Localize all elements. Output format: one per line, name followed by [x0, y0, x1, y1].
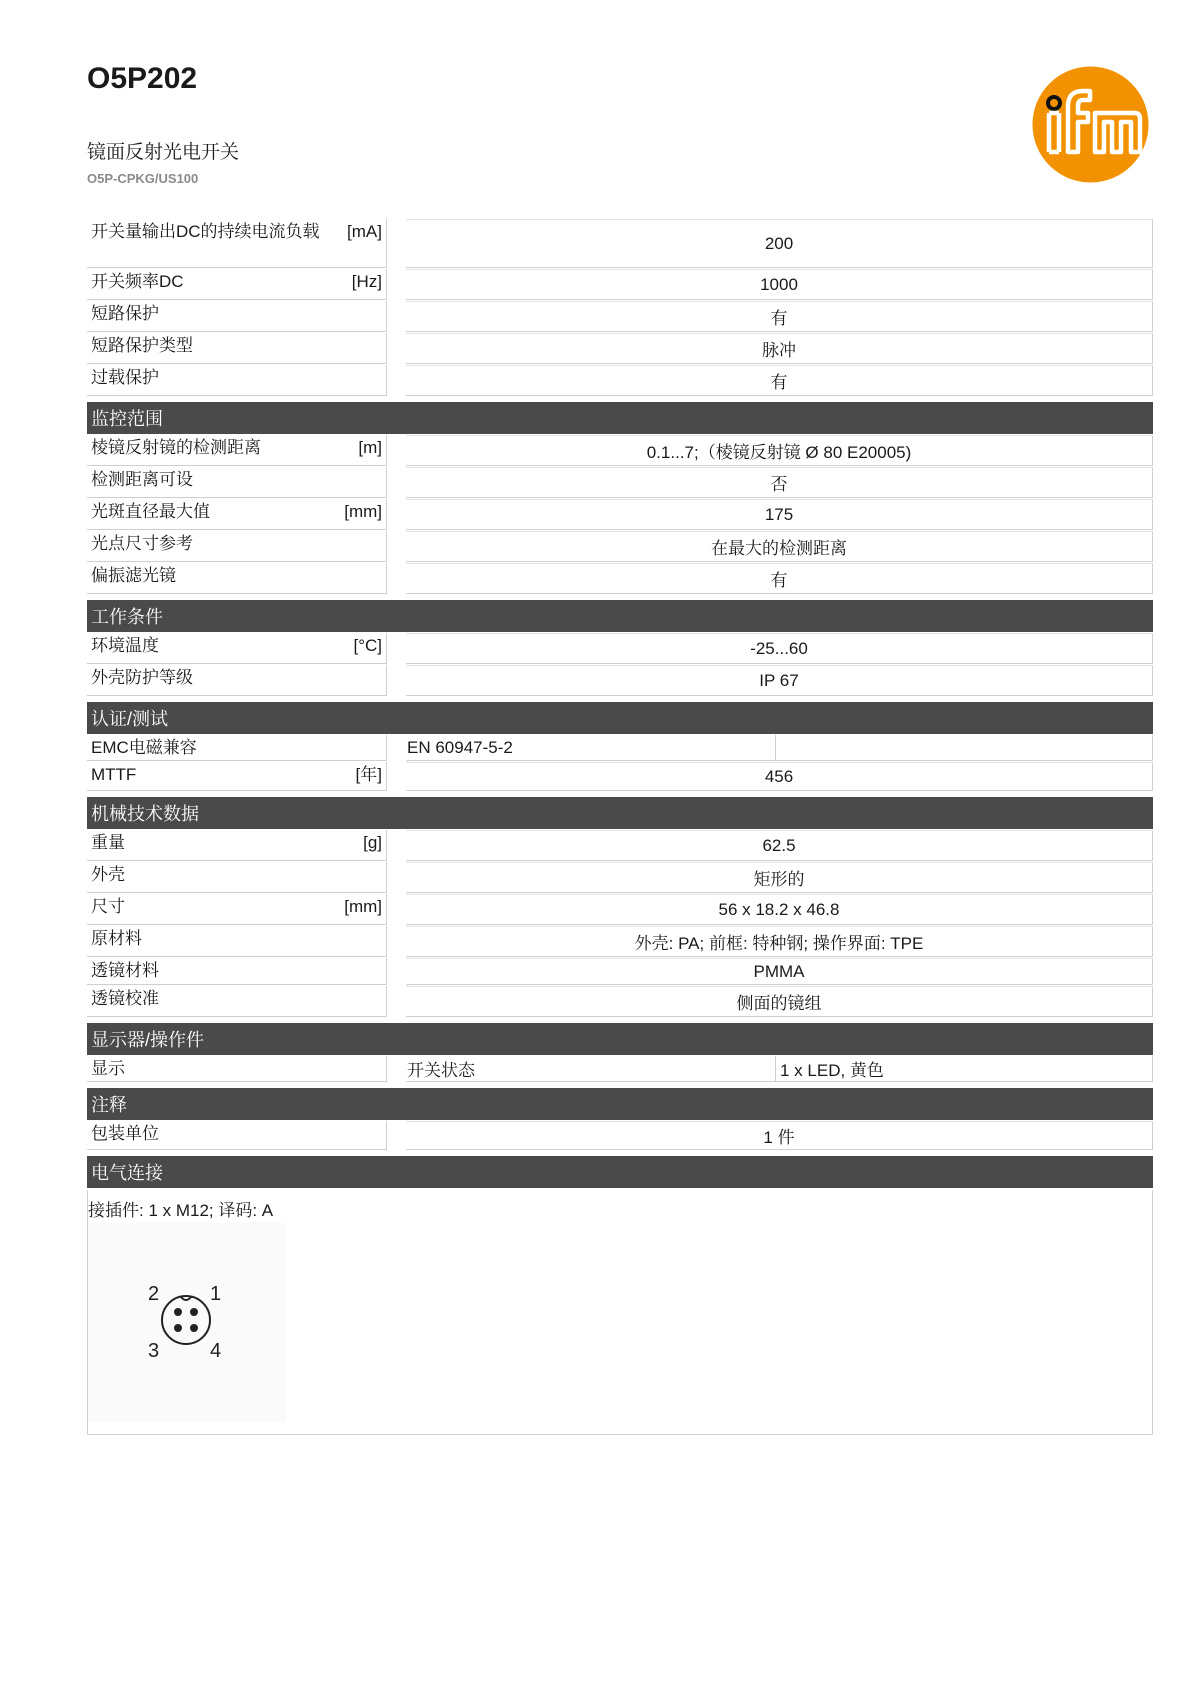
row-label: 显示 — [91, 1059, 125, 1078]
row-unit: [mm] — [344, 502, 382, 521]
row-unit: [mA] — [347, 222, 382, 241]
spec-row — [87, 958, 1153, 986]
row-value: 56 x 18.2 x 46.8 — [406, 894, 1153, 925]
row-label: 外壳防护等级 — [91, 668, 193, 687]
spec-row — [87, 333, 1153, 365]
row-label: MTTF — [91, 765, 137, 784]
spec-row — [87, 435, 1153, 467]
section-header-operating: 工作条件 — [87, 600, 1153, 632]
row-label: 尺寸 — [91, 897, 125, 916]
spec-row — [87, 219, 1153, 269]
spec-table — [87, 219, 1153, 1435]
row-label: 重量 — [91, 833, 125, 852]
product-subtitle: 镜面反射光电开关 — [87, 142, 240, 163]
spec-row — [87, 762, 1153, 792]
spec-row — [87, 862, 1153, 894]
spec-row — [87, 665, 1153, 697]
connector-text: 接插件: 1 x M12; 译码: A — [88, 1201, 274, 1220]
row-label: 光点尺寸参考 — [91, 534, 193, 553]
row-value: 456 — [406, 762, 1153, 791]
spec-row — [87, 1056, 1153, 1083]
row-label: 外壳 — [91, 865, 125, 884]
row-value: 0.1...7;（棱镜反射镜 Ø 80 E20005) — [406, 435, 1153, 466]
spec-row — [87, 499, 1153, 531]
spec-row — [87, 531, 1153, 563]
row-label: 透镜校准 — [91, 989, 159, 1008]
section-header-monitoring: 监控范围 — [87, 402, 1153, 434]
row-unit: [g] — [363, 833, 382, 852]
row-value: 矩形的 — [406, 862, 1153, 893]
spec-row — [87, 926, 1153, 958]
spec-row — [87, 1121, 1153, 1151]
row-label: 原材料 — [91, 929, 142, 948]
pin-label: 2 — [148, 1283, 160, 1305]
row-value: -25...60 — [406, 633, 1153, 664]
row-value: PMMA — [406, 958, 1153, 985]
row-label: 开关频率DC — [91, 272, 184, 291]
row-value: 外壳: PA; 前框: 特种钢; 操作界面: TPE — [406, 926, 1153, 957]
row-value: 1 件 — [406, 1121, 1153, 1150]
row-value: 有 — [406, 301, 1153, 332]
row-value: 有 — [406, 563, 1153, 594]
m12-pinout-icon — [88, 1223, 286, 1421]
row-value-secondary — [776, 735, 1153, 761]
row-value: EN 60947-5-2 — [406, 735, 776, 761]
electrical-connection-panel — [87, 1190, 1153, 1435]
spec-row — [87, 894, 1153, 926]
spec-row — [87, 467, 1153, 499]
row-value: IP 67 — [406, 665, 1153, 696]
row-label: EMC电磁兼容 — [91, 738, 197, 757]
ifm-logo — [1032, 66, 1149, 183]
row-unit: [年] — [355, 765, 382, 784]
row-value: 62.5 — [406, 830, 1153, 861]
row-label: 透镜材料 — [91, 961, 159, 980]
section-header-display: 显示器/操作件 — [87, 1023, 1153, 1055]
spec-row — [87, 365, 1153, 397]
row-value: 开关状态 — [406, 1056, 776, 1082]
row-label: 检测距离可设 — [91, 470, 193, 489]
row-value: 有 — [406, 365, 1153, 396]
row-label: 棱镜反射镜的检测距离 — [91, 438, 261, 457]
row-label: 过载保护 — [91, 368, 159, 387]
row-label: 光斑直径最大值 — [91, 502, 210, 521]
article-code: O5P-CPKG/US100 — [87, 171, 199, 186]
row-label: 包装单位 — [91, 1124, 159, 1143]
row-label: 环境温度 — [91, 636, 159, 655]
spec-row — [87, 563, 1153, 595]
pin-label: 1 — [210, 1283, 222, 1305]
section-header-remarks: 注释 — [87, 1088, 1153, 1120]
row-label: 短路保护 — [91, 304, 159, 323]
row-value: 脉冲 — [406, 333, 1153, 364]
row-unit: [Hz] — [351, 272, 382, 291]
row-value: 在最大的检测距离 — [406, 531, 1153, 562]
section-header-mechanical: 机械技术数据 — [87, 797, 1153, 829]
row-label: 开关量输出DC的持续电流负载 — [91, 222, 320, 241]
connector-diagram — [88, 1223, 286, 1421]
spec-row — [87, 830, 1153, 862]
spec-row — [87, 735, 1153, 762]
row-value: 1000 — [406, 269, 1153, 300]
row-unit: [m] — [358, 438, 382, 457]
row-value-secondary: 1 x LED, 黄色 — [776, 1056, 1153, 1082]
section-header-electrical: 电气连接 — [87, 1156, 1153, 1188]
spec-row — [87, 269, 1153, 301]
pin-label: 4 — [210, 1340, 222, 1362]
spec-row — [87, 633, 1153, 665]
row-value: 侧面的镜组 — [406, 986, 1153, 1017]
row-unit: [°C] — [353, 636, 382, 655]
spec-row — [87, 986, 1153, 1018]
row-label: 短路保护类型 — [91, 336, 193, 355]
row-label: 偏振滤光镜 — [91, 566, 176, 585]
row-value: 200 — [406, 219, 1153, 268]
row-unit: [mm] — [344, 897, 382, 916]
section-header-approvals: 认证/测试 — [87, 702, 1153, 734]
spec-row — [87, 301, 1153, 333]
row-value: 175 — [406, 499, 1153, 530]
pin-label: 3 — [148, 1340, 160, 1362]
row-value: 否 — [406, 467, 1153, 498]
product-title: O5P202 — [87, 62, 198, 95]
